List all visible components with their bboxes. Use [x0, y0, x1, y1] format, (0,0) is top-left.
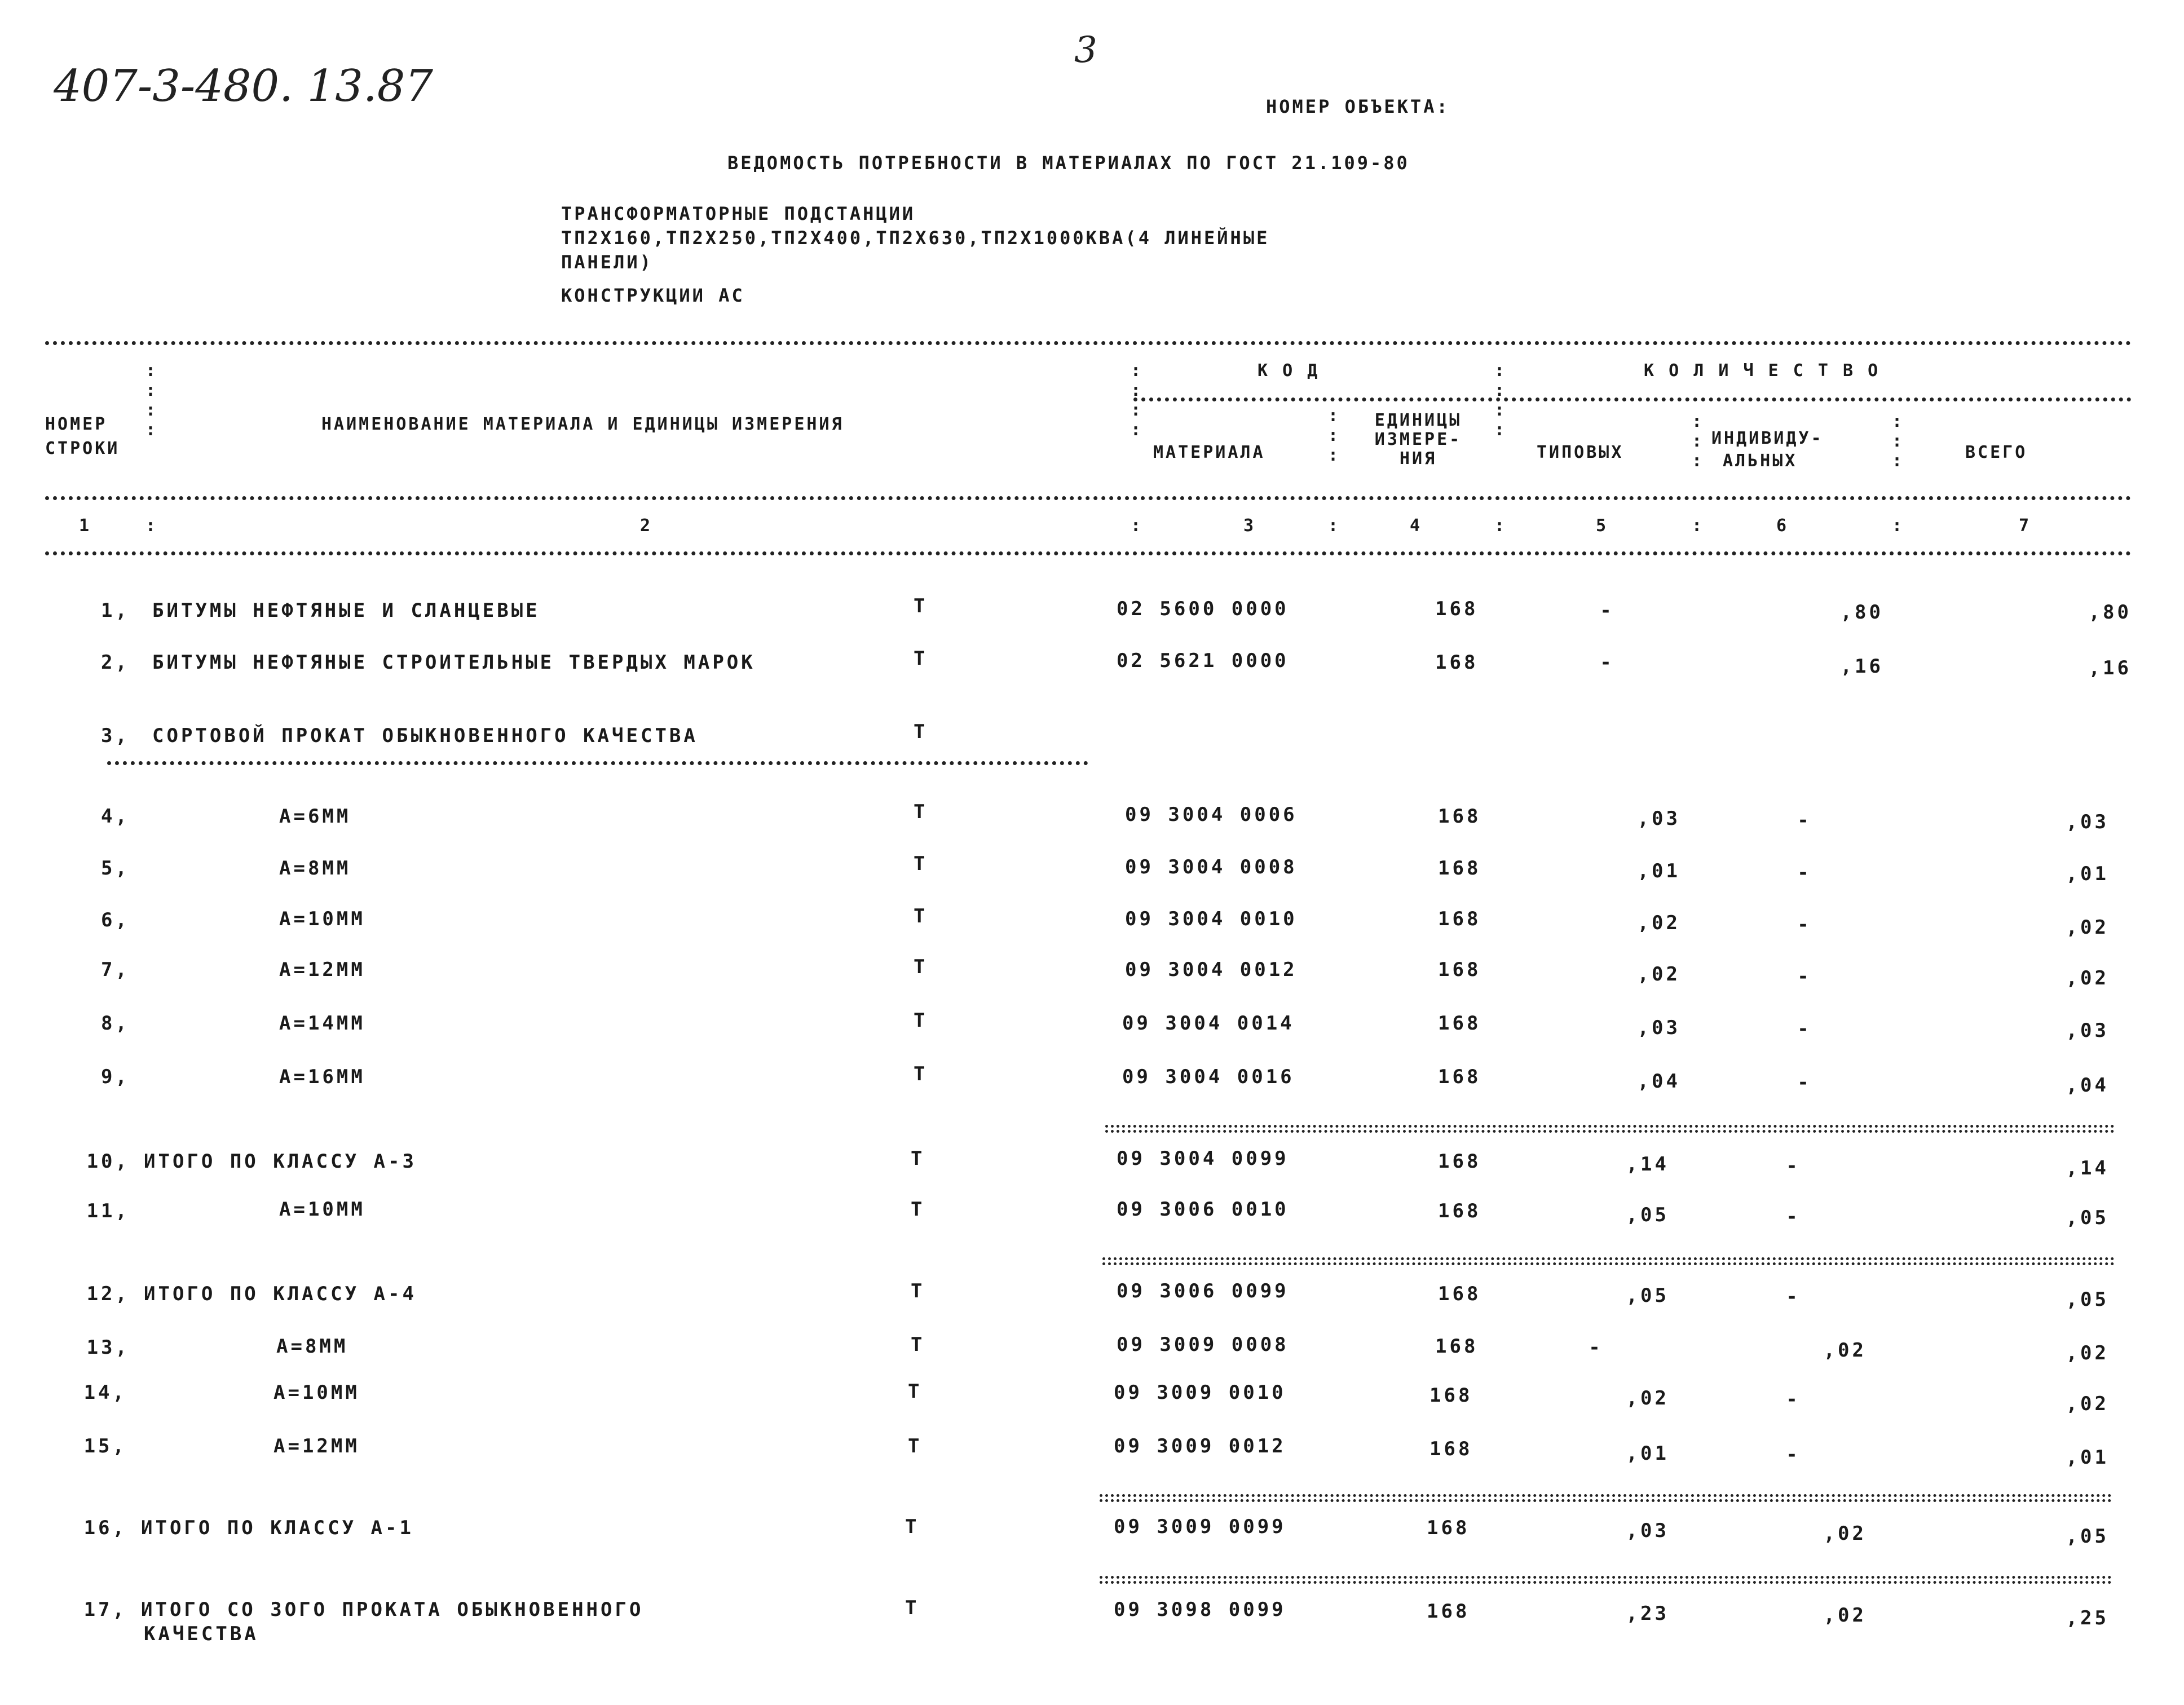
- unit-code: 168: [1427, 1600, 1470, 1623]
- header-code-unit-3: НИЯ: [1399, 449, 1437, 469]
- material-name: А=8ММ: [276, 1335, 348, 1358]
- unit-code: 168: [1438, 1200, 1481, 1222]
- row-number: 5,: [101, 857, 130, 880]
- material-code: 09 3006 0010: [1117, 1198, 1289, 1221]
- unit: Т: [914, 1063, 928, 1085]
- unit: Т: [911, 1333, 925, 1356]
- material-name: БИТУМЫ НЕФТЯНЫЕ СТРОИТЕЛЬНЫЕ ТВЕРДЫХ МАРОК: [152, 651, 756, 674]
- qty-typical: ,03: [1637, 1017, 1680, 1039]
- unit-code: 168: [1438, 1150, 1481, 1173]
- qty-typical: ,03: [1637, 807, 1680, 830]
- statement-title: ВЕДОМОСТЬ ПОТРЕБНОСТИ В МАТЕРИАЛАХ ПО ГОСТ 21.109-80: [727, 152, 1410, 174]
- unit: Т: [911, 1280, 925, 1302]
- group-rule: [107, 761, 1088, 765]
- qty-total: ,05: [2066, 1288, 2109, 1311]
- subtotal-rule: [1105, 1125, 2115, 1128]
- qty-individual: -: [1797, 1018, 1812, 1040]
- material-name: А=10ММ: [279, 908, 365, 930]
- unit: Т: [914, 647, 928, 670]
- qty-individual: -: [1797, 965, 1812, 988]
- material-code: 02 5600 0000: [1117, 598, 1289, 620]
- material-name: А=6ММ: [279, 805, 351, 828]
- header-row-number-1: НОМЕР: [45, 414, 108, 434]
- unit-code: 168: [1435, 1335, 1479, 1358]
- material-code: 09 3009 0008: [1117, 1333, 1289, 1356]
- qty-total: ,05: [2066, 1207, 2109, 1229]
- header-qty-individual-1: ИНДИВИДУ-: [1711, 429, 1824, 448]
- qty-typical: ,05: [1626, 1204, 1669, 1226]
- col-separator: : : :: [1892, 412, 1903, 471]
- qty-individual: ,02: [1823, 1522, 1867, 1545]
- col-number-4: 4: [1410, 516, 1423, 536]
- header-name: НАИМЕНОВАНИЕ МАТЕРИАЛА И ЕДИНИЦЫ ИЗМЕРЕНИЯ: [321, 414, 844, 434]
- material-name: А=10ММ: [273, 1381, 360, 1404]
- unit-code: 168: [1429, 1438, 1473, 1460]
- row-number: 14,: [83, 1381, 127, 1404]
- qty-total: ,03: [2066, 1019, 2109, 1042]
- row-number: 4,: [101, 805, 130, 828]
- material-code: 09 3009 0099: [1114, 1516, 1286, 1538]
- unit: Т: [908, 1380, 923, 1403]
- qty-total: ,02: [2066, 916, 2109, 939]
- row-number: 6,: [101, 909, 130, 931]
- header-qty-total: ВСЕГО: [1965, 443, 2028, 462]
- col-separator: : : :: [1328, 406, 1339, 465]
- unit-code: 168: [1438, 1283, 1481, 1305]
- material-code: 09 3004 0016: [1122, 1066, 1295, 1088]
- col-separator: :: [1494, 516, 1507, 536]
- qty-total: ,02: [2066, 1393, 2109, 1415]
- material-name: ИТОГО ПО КЛАССУ А-1: [141, 1517, 414, 1539]
- material-name: ИТОГО СО ЗОГО ПРОКАТА ОБЫКНОВЕННОГО: [141, 1598, 644, 1621]
- header-mid-rule: [1133, 397, 2132, 401]
- qty-typical: -: [1589, 1336, 1603, 1359]
- unit-code: 168: [1438, 805, 1481, 828]
- subtitle-line: ТП2Х160,ТП2Х250,ТП2Х400,ТП2Х630,ТП2Х1000КВА(4 ЛИНЕЙНЫЕ: [561, 227, 1270, 249]
- material-name: ИТОГО ПО КЛАССУ А-4: [144, 1283, 417, 1305]
- col-number-1: 1: [79, 516, 92, 536]
- header-code-group: К О Д: [1258, 361, 1320, 381]
- unit-code: 168: [1438, 1066, 1481, 1088]
- qty-typical: ,14: [1626, 1153, 1669, 1176]
- row-number: 11,: [86, 1200, 130, 1222]
- qty-total: ,04: [2066, 1074, 2109, 1097]
- qty-total: ,14: [2066, 1157, 2109, 1180]
- subtitle-line: ТРАНСФОРМАТОРНЫЕ ПОДСТАНЦИИ: [561, 203, 916, 224]
- unit: Т: [908, 1435, 923, 1457]
- qty-individual: -: [1786, 1205, 1801, 1228]
- material-name: А=16ММ: [279, 1066, 365, 1088]
- row-number: 7,: [101, 958, 130, 981]
- material-code: 09 3004 0010: [1125, 908, 1298, 930]
- col-separator: :: [1892, 516, 1905, 536]
- qty-typical: ,02: [1626, 1387, 1669, 1410]
- unit: Т: [914, 905, 928, 927]
- unit: Т: [914, 956, 928, 978]
- qty-typical: -: [1600, 599, 1614, 622]
- qty-typical: ,05: [1626, 1284, 1669, 1307]
- col-separator: :: [1328, 516, 1341, 536]
- unit: Т: [914, 1009, 928, 1032]
- unit: Т: [914, 595, 928, 617]
- unit: Т: [905, 1597, 920, 1619]
- qty-typical: ,02: [1637, 912, 1680, 934]
- row-number: 8,: [101, 1012, 130, 1035]
- qty-individual: -: [1797, 862, 1812, 884]
- header-rule: [45, 496, 2132, 500]
- header-code-unit-1: ЕДИНИЦЫ: [1374, 410, 1462, 430]
- row-number: 15,: [83, 1435, 127, 1457]
- qty-typical: ,01: [1626, 1442, 1669, 1465]
- qty-total: ,25: [2066, 1607, 2109, 1629]
- row-number: 12,: [86, 1283, 130, 1305]
- qty-individual: -: [1797, 1071, 1812, 1094]
- col-separator: : : : :: [145, 361, 156, 440]
- header-top-rule: [45, 341, 2132, 345]
- material-name: А=8ММ: [279, 857, 351, 880]
- qty-individual: -: [1797, 809, 1812, 832]
- subtotal-rule: [1100, 1494, 2112, 1497]
- qty-individual: ,02: [1823, 1339, 1867, 1362]
- material-name: ИТОГО ПО КЛАССУ А-3: [144, 1150, 417, 1173]
- material-name: А=14ММ: [279, 1012, 365, 1035]
- header-code-unit-2: ИЗМЕРЕ-: [1374, 430, 1462, 449]
- col-separator: : : :: [1692, 412, 1702, 471]
- unit: Т: [914, 801, 928, 823]
- unit-code: 168: [1435, 598, 1479, 620]
- unit-code: 168: [1429, 1384, 1473, 1407]
- material-code: 09 3009 0010: [1114, 1381, 1286, 1404]
- object-number-label: НОМЕР ОБЪЕКТА:: [1266, 96, 1450, 117]
- row-number: 9,: [101, 1066, 130, 1088]
- qty-total: ,80: [2088, 601, 2132, 624]
- material-code: 09 3006 0099: [1117, 1280, 1289, 1302]
- material-name-continued: КАЧЕСТВА: [144, 1623, 259, 1645]
- qty-individual: ,16: [1840, 655, 1883, 678]
- row-number: 1,: [101, 599, 130, 622]
- qty-individual: ,80: [1840, 601, 1883, 624]
- unit-code: 168: [1435, 651, 1479, 674]
- document-code: 407-3-480. 13.87: [54, 61, 433, 112]
- unit-code: 168: [1438, 908, 1481, 930]
- qty-total: ,01: [2066, 1446, 2109, 1469]
- row-number: 10,: [86, 1150, 130, 1173]
- header-code-material: МАТЕРИАЛА: [1153, 443, 1265, 462]
- col-separator: :: [145, 516, 158, 536]
- header-row-number-2: СТРОКИ: [45, 439, 120, 458]
- unit: Т: [905, 1516, 920, 1538]
- unit: Т: [911, 1198, 925, 1221]
- subtotal-rule: [1100, 1576, 2112, 1579]
- qty-typical: ,04: [1637, 1070, 1680, 1093]
- unit: Т: [914, 721, 928, 743]
- qty-total: ,02: [2066, 1342, 2109, 1364]
- col-separator: :: [1131, 516, 1144, 536]
- page-number: 3: [1074, 29, 1097, 71]
- col-separator: :: [1692, 516, 1705, 536]
- qty-total: ,02: [2066, 967, 2109, 990]
- col-separator: : : : :: [1494, 361, 1505, 440]
- qty-individual: ,02: [1823, 1604, 1867, 1627]
- row-number: 13,: [86, 1336, 130, 1359]
- material-code: 09 3098 0099: [1114, 1598, 1286, 1621]
- header-bottom-rule: [45, 551, 2132, 555]
- qty-individual: -: [1797, 913, 1812, 936]
- qty-individual: -: [1786, 1286, 1801, 1308]
- qty-typical: ,23: [1626, 1602, 1669, 1625]
- unit-code: 168: [1438, 958, 1481, 981]
- subtitle-line: ПАНЕЛИ): [561, 251, 653, 273]
- qty-total: ,03: [2066, 811, 2109, 833]
- col-number-6: 6: [1776, 516, 1789, 536]
- material-code: 09 3004 0099: [1117, 1147, 1289, 1170]
- subtotal-rule: [1102, 1257, 2115, 1260]
- row-number: 3,: [101, 725, 130, 747]
- unit-code: 168: [1427, 1517, 1470, 1539]
- row-number: 2,: [101, 651, 130, 674]
- subtitle-line: КОНСТРУКЦИИ АС: [561, 285, 745, 306]
- material-code: 09 3004 0006: [1125, 803, 1298, 826]
- material-name: БИТУМЫ НЕФТЯНЫЕ И СЛАНЦЕВЫЕ: [152, 599, 540, 622]
- unit: Т: [911, 1147, 925, 1170]
- col-number-2: 2: [640, 516, 653, 536]
- qty-typical: ,01: [1637, 860, 1680, 882]
- col-number-7: 7: [2019, 516, 2032, 536]
- material-code: 09 3004 0014: [1122, 1012, 1295, 1035]
- row-number: 17,: [83, 1598, 127, 1621]
- material-code: 09 3004 0012: [1125, 958, 1298, 981]
- qty-total: ,16: [2088, 657, 2132, 679]
- material-name: А=12ММ: [279, 958, 365, 981]
- qty-individual: -: [1786, 1388, 1801, 1411]
- col-separator: : : : :: [1131, 361, 1141, 440]
- qty-individual: -: [1786, 1443, 1801, 1466]
- material-code: 09 3004 0008: [1125, 856, 1298, 878]
- qty-individual: -: [1786, 1155, 1801, 1177]
- unit-code: 168: [1438, 1012, 1481, 1035]
- qty-typical: ,03: [1626, 1520, 1669, 1542]
- material-name: А=12ММ: [273, 1435, 360, 1457]
- qty-typical: ,02: [1637, 963, 1680, 986]
- material-code: 09 3009 0012: [1114, 1435, 1286, 1457]
- header-qty-individual-2: АЛЬНЫХ: [1723, 451, 1798, 471]
- unit: Т: [914, 852, 928, 875]
- header-qty-typical: ТИПОВЫХ: [1537, 443, 1624, 462]
- material-name: А=10ММ: [279, 1198, 365, 1221]
- material-code: 02 5621 0000: [1117, 650, 1289, 672]
- qty-total: ,05: [2066, 1525, 2109, 1548]
- material-name: СОРТОВОЙ ПРОКАТ ОБЫКНОВЕННОГО КАЧЕСТВА: [152, 725, 698, 747]
- qty-typical: -: [1600, 651, 1614, 674]
- qty-total: ,01: [2066, 863, 2109, 885]
- header-qty-group: К О Л И Ч Е С Т В О: [1644, 361, 1881, 381]
- col-number-5: 5: [1596, 516, 1609, 536]
- col-number-3: 3: [1243, 516, 1256, 536]
- unit-code: 168: [1438, 857, 1481, 880]
- row-number: 16,: [83, 1517, 127, 1539]
